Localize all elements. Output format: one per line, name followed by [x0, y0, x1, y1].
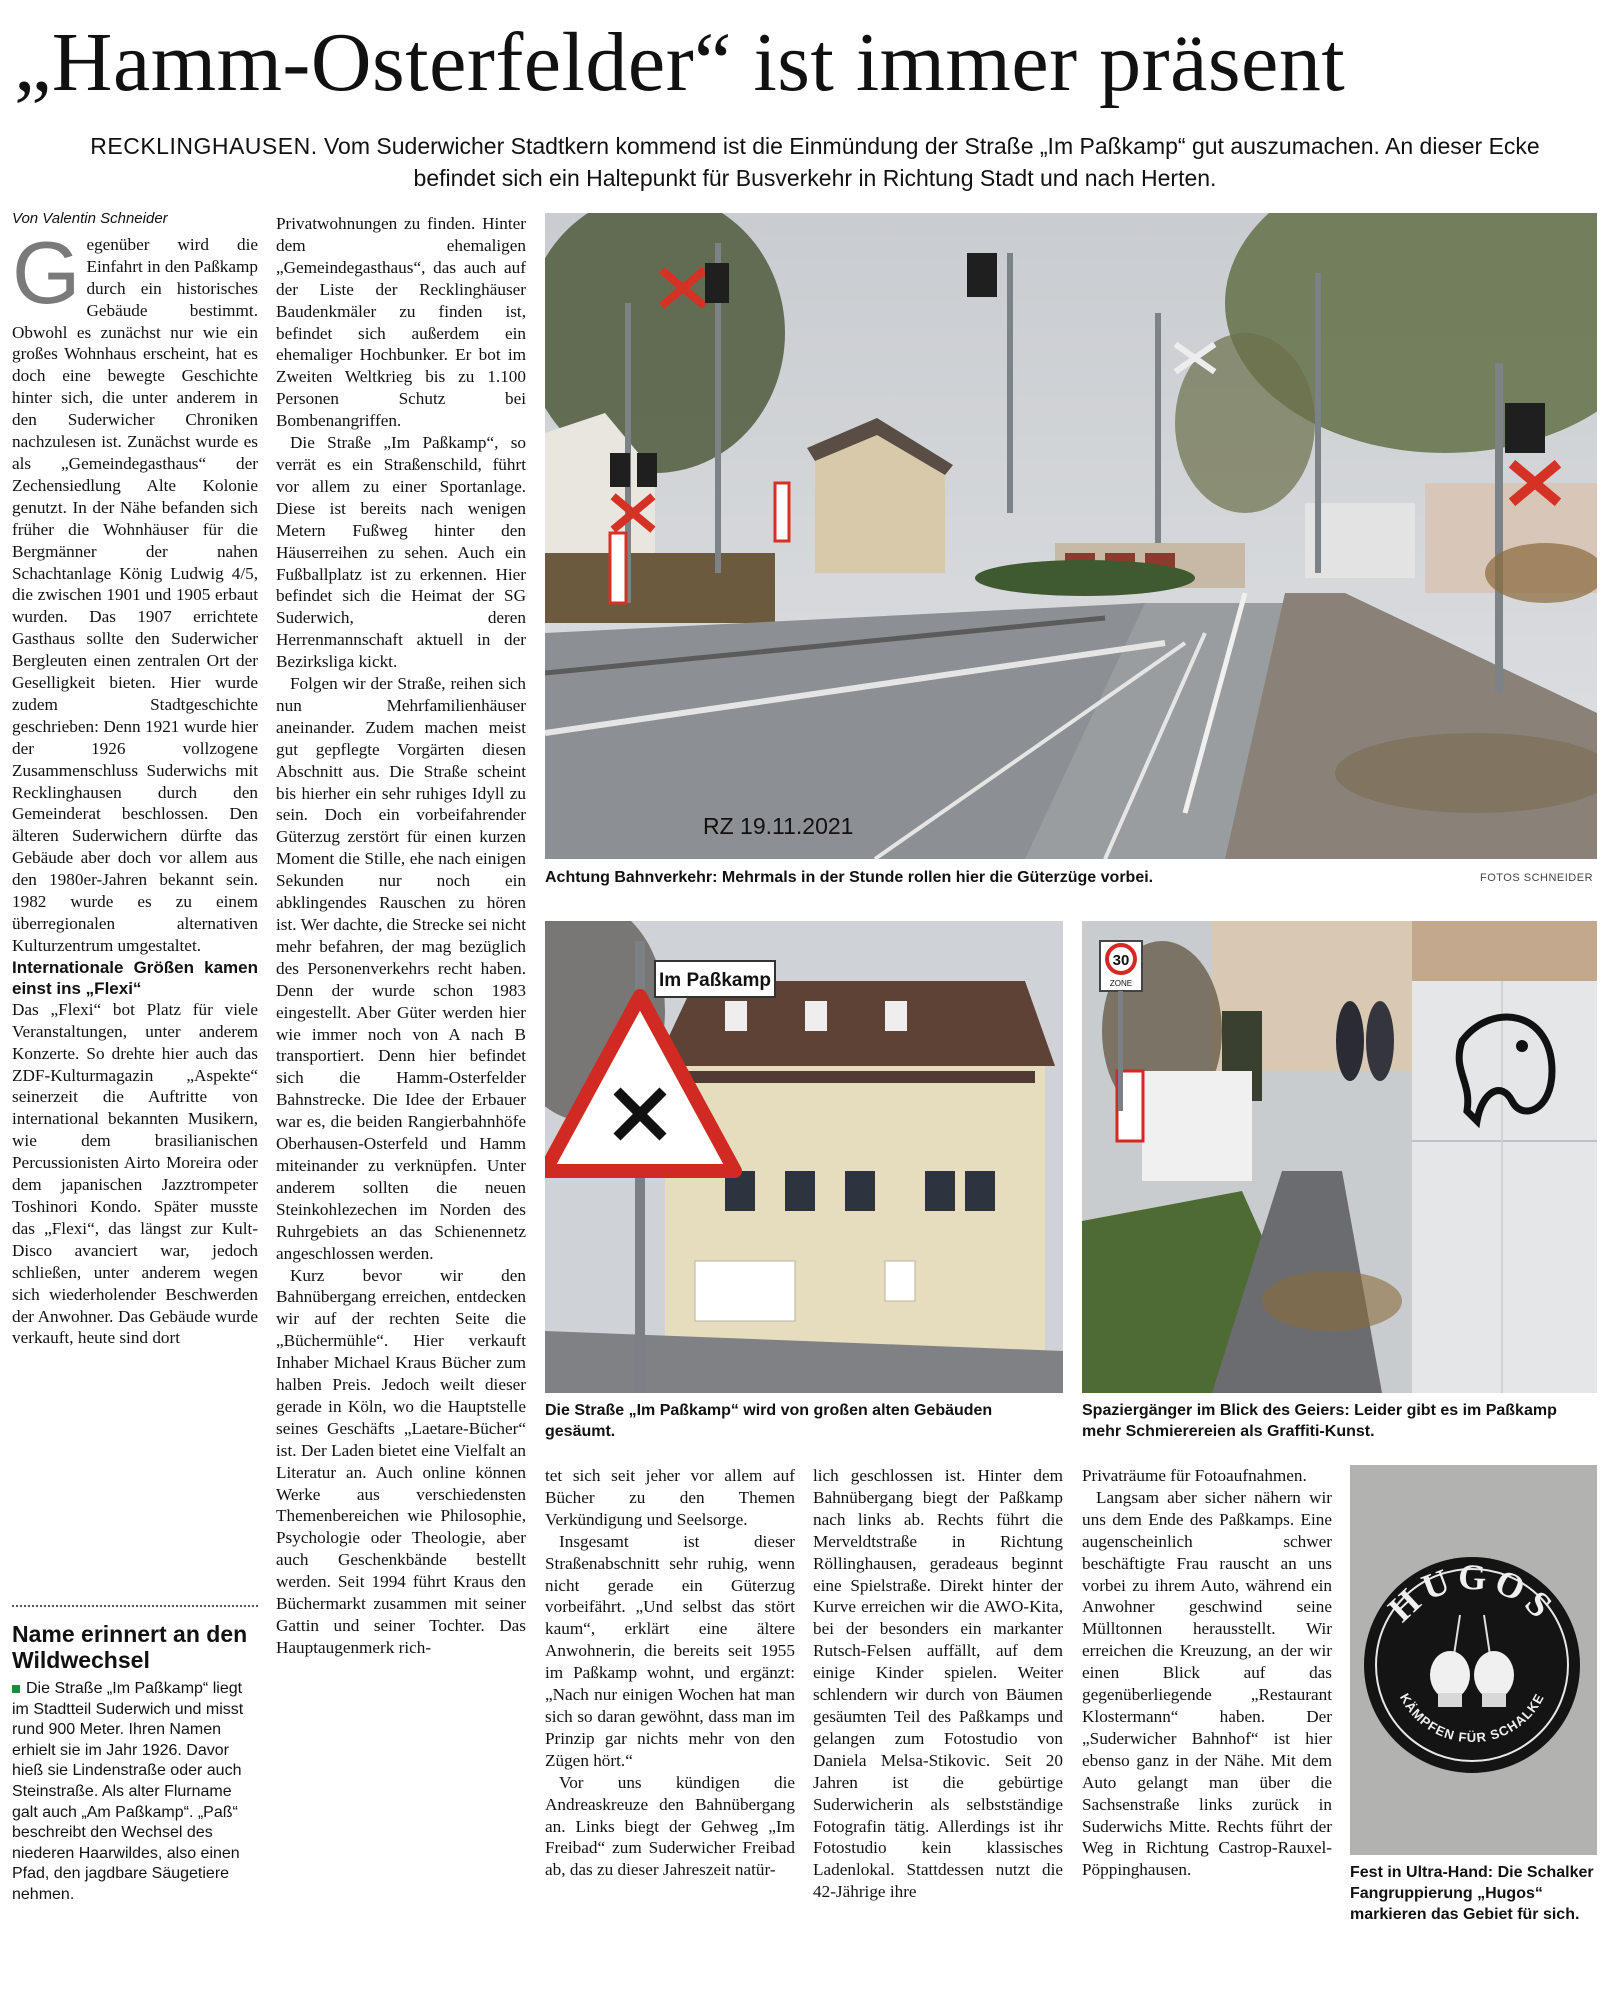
paragraph: Insgesamt ist dieser Straßenabschnitt sehr ruhig, wenn nicht gerade ein Güterzug vorbeifährt. „Und selbst das stört kaum“, erklärt eine ältere Anwohnerin, die bereits seit 1955 im Paßkamp wohnt, und ergänzt: „Nach nur einigen Wochen hat man sich so daran gewöhnt, dass man im Prinzip gar nichts mehr von den Zügen hört.“: [545, 1531, 795, 1770]
paragraph: Die Straße „Im Paßkamp“, so verrät es ein Straßenschild, führt vor allem zu einer Sportanlage. Diese ist bereits nach wenigen Metern Fußweg hinter den Häuserreihen zu sehen. Auch ein Fußballplatz ist zu erkennen. Hier befindet sich die Heimat der SG Suderwich, deren Herrenmannschaft aktuell in der Bezirksliga kickt.: [276, 433, 526, 672]
sticker-top-text: HUGOS: [1380, 1556, 1565, 1630]
paragraph: Folgen wir der Straße, reihen sich nun Mehrfamilienhäuser aneinander. Zudem machen meist gut gepflegte Vorgärten diesen Abschnitt aus. Die Straße scheint bis hierher ein sehr ruhiges Idyll zu sein. Doch ein vorbeifahrender Güterzug zerstört für einen kurzen Moment die Stille, ehe nach einigen Sekunden nur noch ein abklingendes Rauschen zu hören ist. Wer dachte, die Strecke sei nicht mehr befahren, der mag bezüglich des Personenverkehrs recht haben. Denn der wurde schon 1983 eingestellt. Aber Güter werden hier wie immer noch von A nach B transportiert. Denn hier befindet sich die Hamm-Osterfelder Bahnstrecke. Die Idee der Erbauer war es, die beiden Rangierbahnhöfe Oberhausen-Osterfeld und Hamm miteinander zu verknüpfen. Unter anderem sollten die neuen Steinkohlezechen im Norden des Ruhrgebiets an das Schienennetz angeschlossen werden.: [276, 674, 526, 1263]
info-box-text: Die Straße „Im Paßkamp“ liegt im Stadtteil Suderwich und misst rund 900 Meter. Ihren Namen erhielt sie im Jahr 1926. Davor hieß sie Lindenstraße oder auch Steinstraße. Als alter Flurname galt auch „Am Paßkamp“. „Paß“ beschreibt den Wechsel des niederen Haarwildes, also einen Pfad, den jagdbare Säugetiere nehmen.: [12, 1680, 244, 1903]
paragraph: Kurz bevor wir den Bahnübergang erreichen, entdecken wir auf der rechten Seite die „Büchermühle“. Hier verkauft Inhaber Michael Kraus Bücher zum halben Preis. Jedoch weilt dieser gerade in Köln, wo die Hauptstelle seines Geschäfts „Laetare-Bücher“ ist. Der Laden bietet eine Vielfalt an Literatur an. Auch online können Werke aus verschiedensten Themenbereichen wie Philosophie, Psychologie oder Theologie, aber auch Geschenkbände bestellt werden. Seit 1994 führt Kraus den Büchermarkt zusammen mit seiner Gattin und seiner Tochter. Das Hauptaugenmerk rich-: [276, 1265, 526, 1657]
paragraph: lich geschlossen ist. Hinter dem Bahnübergang biegt der Paßkamp nach links ab. Rechts führt die Merveldtstraße in Richtung Röllinghausen, geradeaus beginnt eine Spielstraße. Direkt hinter der Kurve erreichen wir die AWO-Kita, bei der besonders ein markanter Rutsch-Felsen auffällt, auf dem einige Kinder spielen. Weiter schlendern wir durch von Bäumen gesäumten Teil des Paßkamps und gelangen zum Fotostudio von Daniela Melsa-Stikovic. Seit 20 Jahren ist die gebürtige Suderwicherin als selbstständige Fotografin tätig. Allerdings ist ihr Fotostudio kein klassisches Ladenlokal. Stattdessen nutzt die 42-Jährige ihre: [813, 1466, 1063, 1902]
headline: „Hamm-Osterfelder“ ist immer präsent: [14, 16, 1346, 109]
info-box: [12, 1605, 258, 1992]
lead-text: Vom Suderwicher Stadtkern kommend ist die Einmündung der Straße „Im Paßkamp“ gut auszumachen. An dieser Ecke befindet sich ein Haltepunkt für Busverkehr in Richtung Stadt und nach Herten.: [323, 133, 1540, 191]
paragraph: Privaträume für Fotoaufnahmen.: [1082, 1466, 1307, 1485]
byline: Von Valentin Schneider: [12, 210, 168, 227]
photo-caption-graffiti: Spaziergänger im Blick des Geiers: Leider gibt es im Paßkamp mehr Schmierereien als Graffiti-Kunst.: [1082, 1402, 1557, 1440]
street-building-image: [545, 921, 1063, 1393]
graffiti-image: [1082, 921, 1597, 1393]
photo-sticker: [1350, 1465, 1597, 1855]
lead-paragraph: [70, 130, 1560, 194]
article-column-5: [1082, 1465, 1332, 1990]
sticker-bottom-text: KÄMPFEN FÜR SCHALKE: [1396, 1690, 1548, 1746]
photo-railway-crossing: [545, 213, 1597, 859]
article-column-3: [545, 1465, 795, 1990]
photo-caption-building: Die Straße „Im Paßkamp“ wird von großen alten Gebäuden gesäumt.: [545, 1402, 993, 1440]
photo-caption-railway: Achtung Bahnverkehr: Mehrmals in der Stunde rollen hier die Güterzüge vorbei.: [545, 869, 1154, 886]
article-column-2: [276, 213, 526, 1988]
zone-sign-word: ZONE: [1109, 979, 1133, 988]
photo-credit: FOTOS SCHNEIDER: [1480, 872, 1594, 884]
paragraph: Gegenüber wird die Einfahrt in den Paßkamp durch ein historisches Gebäude bestimmt. Obwohl es zunächst nur wie ein großes Wohnhaus erscheint, hat es doch eine bewegte Geschichte hinter sich, die unter anderem in den Suderwicher Chroniken nachzulesen ist. Zunächst wurde es als „Gemeindegasthaus“ der Zechensiedlung Alte Kolonie genutzt. In der Nähe befanden sich früher die Wohnhäuser für die Bergmänner der nahen Schachtanlage König Ludwig 4/5, die zwischen 1901 und 1905 erbaut wurden. Das 1907 errichtete Gasthaus sollte den Suderwicher Bergleuten einen zentralen Ort der Geselligkeit bieten. Hier wurde zudem Stadtgeschichte geschrieben: Denn 1921 wurde hier der 1926 vollzogene Zusammenschluss Suderwichs mit Recklinghausen durch den Gemeinderat beschlossen. Den älteren Suderwichern dürfte das Gebäude aber doch vor allem aus den 1980er-Jahren bekannt sein. 1982 wurde es zu einem überregionalen alternativen Kulturzentrum umgestaltet.: [12, 222, 258, 955]
paragraph: Vor uns kündigen die Andreaskreuze den Bahnübergang an. Links biegt der Gehweg „Im Freibad“ zum Suderwicher Freibad ab, das zu dieser Jahreszeit natür-: [545, 1772, 795, 1880]
paragraph: Langsam aber sicher nähern wir uns dem Ende des Paßkamps. Eine augenscheinlich schwer beschäftigte Frau rauscht an uns vorbei zu ihrem Auto, während ein Anwohner geschwind seine Mülltonnen herausstellt. Wir erreichen die Kreuzung, an der wir einen Blick auf das gegenüberliegende „Restaurant Klostermann“ haben. Der „Suderwicher Bahnhof“ ist hier ebenso ganz in der Nähe. Mit dem Auto gelangt man über die Sachsenstraße links zurück in Suderwichs Mitte. Rechts führt der Weg in Richtung Castrop-Rauxel-Pöppinghausen.: [1082, 1487, 1332, 1880]
article-column-1: [12, 208, 258, 1518]
paragraph: tet sich seit jeher vor allem auf Bücher zu den Themen Verkündigung und Seelsorge.: [545, 1466, 795, 1529]
zone-sign-number: 30: [1112, 952, 1130, 969]
subheading: Internationale Größen kamen einst ins „Flexi“: [12, 957, 258, 998]
bullet-square-icon: [12, 1685, 20, 1693]
railway-crossing-image: [545, 213, 1597, 859]
sticker-image: [1350, 1465, 1597, 1855]
photo-graffiti: [1082, 921, 1597, 1393]
photo-street-building: [545, 921, 1063, 1393]
date-stamp: RZ 19.11.2021: [703, 813, 854, 839]
dateline: RECKLINGHAUSEN.: [90, 133, 318, 159]
photo-caption-sticker: Fest in Ultra-Hand: Die Schalker Fangruppierung „Hugos“ markieren das Gebiet für sich.: [1350, 1864, 1594, 1923]
info-box-title: Name erinnert an den Wildwechsel: [12, 1621, 248, 1673]
drop-cap: G: [12, 222, 81, 322]
street-sign-text: Im Paßkamp: [659, 970, 771, 991]
paragraph: Privatwohnungen zu finden. Hinter dem ehemaligen „Gemeindegasthaus“, das auch auf der Liste der Recklinghäuser Baudenkmäler zu finden ist, befindet sich außerdem ein ehemaliger Hochbunker. Er bot im Zweiten Weltkrieg bis zu 1.100 Personen Schutz bei Bombenangriffen.: [276, 214, 526, 431]
article-column-4: [813, 1465, 1063, 1990]
paragraph: Das „Flexi“ bot Platz für viele Veranstaltungen, unter anderem Konzerte. So drehte hier auch das ZDF-Kulturmagazin „Aspekte“ seinerzeit die Auftritte von international bekannten Musikern, wie dem brasilianischen Percussionisten Airto Moreira oder dem japanischen Jazztrompeter Toshinori Kondo. Später musste das „Flexi“, das längst zur Kult-Disco avanciert war, jedoch schließen, unter anderem wegen sich wiederholender Beschwerden der Anwohner. Das Gebäude wurde verkauft, heute sind dort: [12, 999, 258, 1348]
